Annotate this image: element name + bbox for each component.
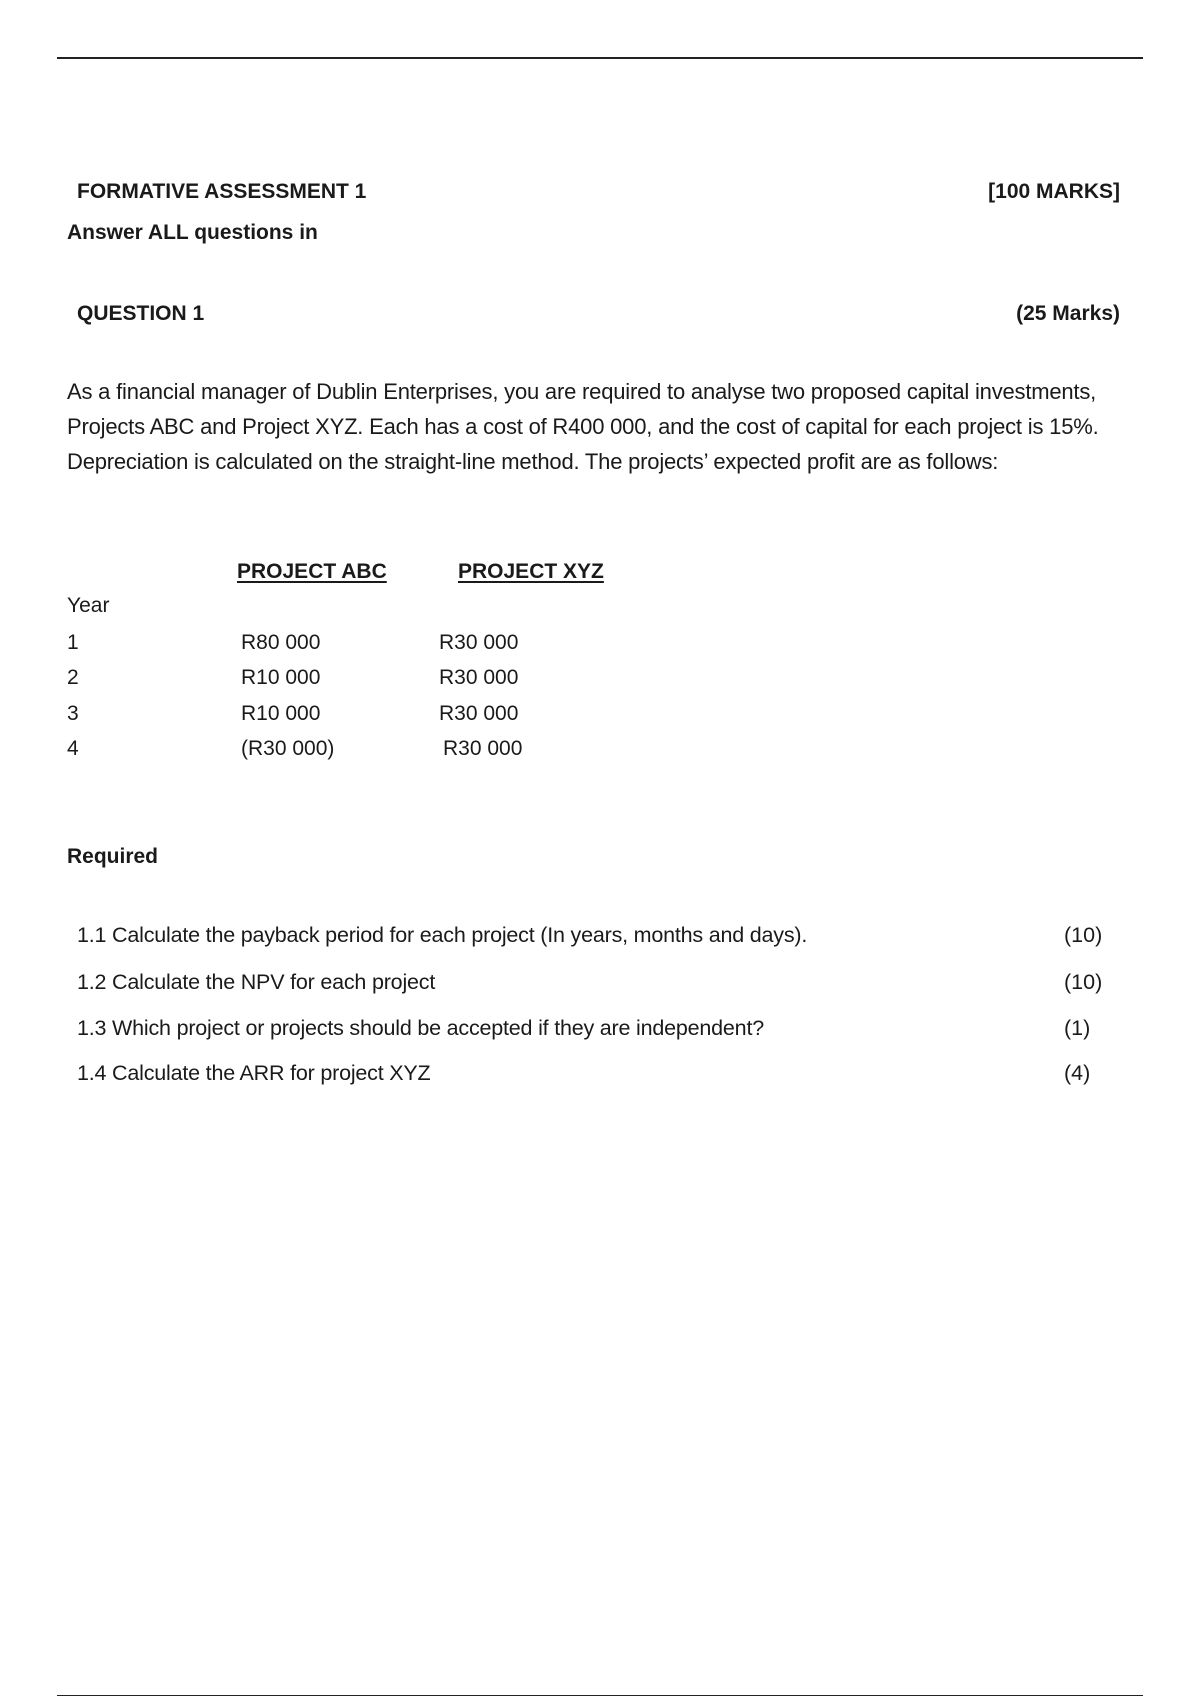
assessment-title: FORMATIVE ASSESSMENT 1 xyxy=(77,180,367,203)
year-cell: 3 xyxy=(67,702,79,725)
abc-cell: R10 000 xyxy=(241,702,321,725)
xyz-cell: R30 000 xyxy=(439,702,519,725)
column-header-xyz: PROJECT XYZ xyxy=(458,560,604,583)
bottom-rule xyxy=(57,1695,1143,1696)
question-marks: (25 Marks) xyxy=(1016,302,1120,325)
required-item-text: 1.3 Which project or projects should be accepted if they are independent? xyxy=(77,1016,764,1040)
question-title: QUESTION 1 xyxy=(77,302,205,325)
abc-cell: (R30 000) xyxy=(241,737,335,760)
column-header-abc: PROJECT ABC xyxy=(237,560,387,583)
top-rule xyxy=(57,57,1143,59)
xyz-cell: R30 000 xyxy=(439,666,519,689)
abc-cell: R80 000 xyxy=(241,631,321,654)
year-cell: 2 xyxy=(67,666,79,689)
xyz-cell: R30 000 xyxy=(443,737,523,760)
question-paragraph: As a financial manager of Dublin Enterprises, you are required to analyse two proposed capital investments, Projects ABC and Project XYZ. Each has a cost of R400 000, and the cost of capital for each project is 15%. Depreciation is calculated on the straight-line method. The projects’ expected profit are as follows: xyxy=(67,379,1099,474)
required-item-text: 1.4 Calculate the ARR for project XYZ xyxy=(77,1061,431,1085)
required-heading: Required xyxy=(67,845,159,868)
xyz-cell: R30 000 xyxy=(439,631,519,654)
required-item-text: 1.2 Calculate the NPV for each project xyxy=(77,970,436,994)
required-item-text: 1.1 Calculate the payback period for each project (In years, months and days). xyxy=(77,923,808,947)
required-item-marks: (10) xyxy=(1064,923,1103,947)
required-item-marks: (1) xyxy=(1064,1016,1091,1040)
year-label: Year xyxy=(67,594,110,617)
instruction-text: Answer ALL questions in xyxy=(67,221,318,244)
abc-cell: R10 000 xyxy=(241,666,321,689)
required-item-marks: (10) xyxy=(1064,970,1103,994)
year-cell: 1 xyxy=(67,631,79,654)
total-marks: [100 MARKS] xyxy=(988,180,1120,203)
required-item-marks: (4) xyxy=(1064,1061,1091,1085)
year-cell: 4 xyxy=(67,737,79,760)
